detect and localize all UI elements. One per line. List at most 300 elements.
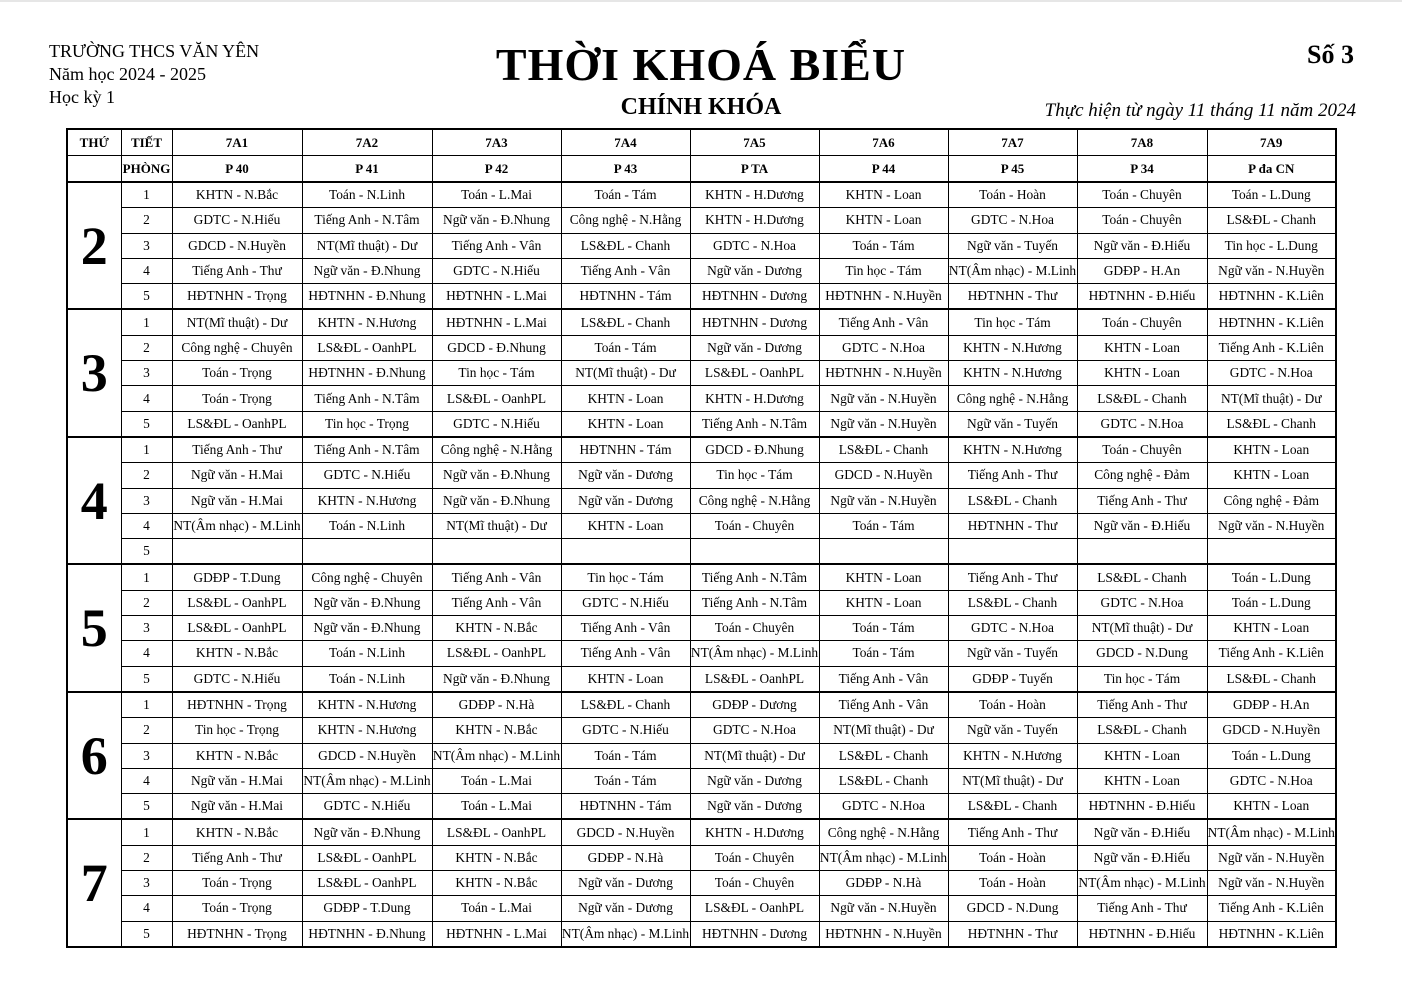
lesson-cell: GDCD - Đ.Nhung — [690, 437, 819, 463]
semester: Học kỳ 1 — [49, 87, 115, 107]
lesson-cell: HĐTNHN - Thư — [948, 921, 1077, 947]
lesson-cell: KHTN - N.Bắc — [172, 641, 302, 666]
period-number: 3 — [121, 616, 172, 641]
lesson-cell: Toán - Tám — [561, 743, 690, 768]
lesson-cell: Toán - Chuyên — [1077, 208, 1207, 233]
lesson-cell: GDTC - N.Hoa — [1207, 768, 1336, 793]
lesson-cell: Toán - Trọng — [172, 871, 302, 896]
lesson-cell: HĐTNHN - Tám — [561, 284, 690, 310]
lesson-cell: Toán - Trọng — [172, 386, 302, 411]
lesson-cell: Công nghệ - Chuyên — [302, 564, 432, 590]
lesson-cell: KHTN - N.Hương — [302, 718, 432, 743]
lesson-cell: Ngữ văn - H.Mai — [172, 488, 302, 513]
lesson-cell: Ngữ văn - H.Mai — [172, 794, 302, 820]
lesson-cell: LS&ĐL - Chanh — [1207, 411, 1336, 437]
lesson-cell: GDTC - N.Hoa — [1077, 590, 1207, 615]
table-row — [67, 819, 1336, 845]
lesson-cell: LS&ĐL - OanhPL — [302, 845, 432, 870]
period-number: 4 — [121, 896, 172, 921]
lesson-cell: Công nghệ - N.Hằng — [690, 488, 819, 513]
lesson-cell: NT(Âm nhạc) - M.Linh — [1077, 871, 1207, 896]
table-row — [67, 208, 1336, 233]
lesson-cell: Toán - Tám — [819, 513, 948, 538]
lesson-cell: Tiếng Anh - Thư — [948, 463, 1077, 488]
lesson-cell: LS&ĐL - OanhPL — [302, 335, 432, 360]
page-title: THỜI KHOÁ BIỂU — [495, 39, 907, 90]
lesson-cell: NT(Mĩ thuật) - Dư — [172, 309, 302, 335]
lesson-cell: KHTN - Loan — [561, 411, 690, 437]
lesson-cell: Tiếng Anh - Thư — [172, 258, 302, 283]
table-row — [67, 539, 1336, 565]
lesson-cell: KHTN - Loan — [1077, 335, 1207, 360]
period-number: 3 — [121, 488, 172, 513]
lesson-cell: NT(Mĩ thuật) - Dư — [302, 233, 432, 258]
lesson-cell: Tiếng Anh - Thư — [172, 437, 302, 463]
lesson-cell: LS&ĐL - OanhPL — [172, 616, 302, 641]
lesson-cell: LS&ĐL - Chanh — [948, 794, 1077, 820]
lesson-cell: Ngữ văn - Dương — [561, 488, 690, 513]
lesson-cell: GDĐP - H.An — [1077, 258, 1207, 283]
lesson-cell: KHTN - Loan — [1077, 361, 1207, 386]
class-header: 7A8 — [1077, 129, 1207, 156]
table-row — [67, 309, 1336, 335]
lesson-cell: Toán - L.Mai — [432, 896, 561, 921]
lesson-cell: Tin học - L.Dung — [1207, 233, 1336, 258]
lesson-cell: GDTC - N.Hiếu — [302, 794, 432, 820]
period-number: 4 — [121, 641, 172, 666]
lesson-cell: LS&ĐL - Chanh — [948, 590, 1077, 615]
lesson-cell: HĐTNHN - N.Huyền — [819, 284, 948, 310]
lesson-cell: NT(Mĩ thuật) - Dư — [561, 361, 690, 386]
lesson-cell: HĐTNHN - Đ.Hiếu — [1077, 284, 1207, 310]
lesson-cell: Tiếng Anh - Vân — [819, 692, 948, 718]
lesson-cell: KHTN - Loan — [819, 564, 948, 590]
lesson-cell: KHTN - H.Dương — [690, 819, 819, 845]
lesson-cell: HĐTNHN - Đ.Hiếu — [1077, 921, 1207, 947]
lesson-cell: KHTN - Loan — [561, 513, 690, 538]
table-row — [67, 386, 1336, 411]
lesson-cell: GDTC - N.Hiếu — [302, 463, 432, 488]
lesson-cell: Toán - N.Linh — [302, 182, 432, 208]
day-column-header: THỨ — [67, 129, 121, 156]
lesson-cell: HĐTNHN - N.Huyền — [819, 921, 948, 947]
lesson-cell: Ngữ văn - N.Huyền — [1207, 258, 1336, 283]
lesson-cell: Công nghệ - N.Hằng — [948, 386, 1077, 411]
room-header: P 34 — [1077, 156, 1207, 183]
lesson-cell: KHTN - N.Hương — [302, 692, 432, 718]
lesson-cell: Tiếng Anh - Thư — [172, 845, 302, 870]
day-label: 3 — [67, 309, 121, 436]
lesson-cell: Tiếng Anh - N.Tâm — [690, 590, 819, 615]
lesson-cell: NT(Âm nhạc) - M.Linh — [690, 641, 819, 666]
lesson-cell: Toán - N.Linh — [302, 513, 432, 538]
table-row — [67, 513, 1336, 538]
lesson-cell: KHTN - N.Bắc — [432, 871, 561, 896]
lesson-cell: Công nghệ - N.Hằng — [819, 819, 948, 845]
lesson-cell: Tiếng Anh - N.Tâm — [302, 208, 432, 233]
lesson-cell: LS&ĐL - Chanh — [1077, 718, 1207, 743]
class-header: 7A7 — [948, 129, 1077, 156]
lesson-cell: Tiếng Anh - Thư — [1077, 896, 1207, 921]
day-label: 4 — [67, 437, 121, 564]
lesson-cell: GDĐP - N.Hà — [819, 871, 948, 896]
lesson-cell: Ngữ văn - Dương — [561, 896, 690, 921]
table-row — [67, 871, 1336, 896]
period-number: 1 — [121, 564, 172, 590]
lesson-cell: Tiếng Anh - K.Liên — [1207, 896, 1336, 921]
lesson-cell: Tiếng Anh - N.Tâm — [302, 437, 432, 463]
lesson-cell: Tiếng Anh - Thư — [948, 564, 1077, 590]
lesson-cell: LS&ĐL - Chanh — [561, 692, 690, 718]
period-number: 1 — [121, 182, 172, 208]
lesson-cell: LS&ĐL - OanhPL — [690, 666, 819, 692]
period-number: 3 — [121, 233, 172, 258]
lesson-cell: GDTC - N.Hoa — [819, 335, 948, 360]
lesson-cell: GDTC - N.Hiếu — [172, 666, 302, 692]
lesson-cell: GDTC - N.Hiếu — [432, 258, 561, 283]
period-number: 5 — [121, 411, 172, 437]
lesson-cell: Tin học - Tám — [561, 564, 690, 590]
lesson-cell: Toán - L.Dung — [1207, 182, 1336, 208]
lesson-cell: HĐTNHN - K.Liên — [1207, 309, 1336, 335]
table-row — [67, 845, 1336, 870]
lesson-cell: NT(Mĩ thuật) - Dư — [819, 718, 948, 743]
lesson-cell: Ngữ văn - Tuyến — [948, 641, 1077, 666]
lesson-cell: Ngữ văn - Đ.Hiếu — [1077, 845, 1207, 870]
lesson-cell: Tiếng Anh - Vân — [432, 564, 561, 590]
lesson-cell: GDĐP - N.Hà — [432, 692, 561, 718]
class-header: 7A6 — [819, 129, 948, 156]
lesson-cell: Tiếng Anh - Thư — [1077, 488, 1207, 513]
lesson-cell: Tin học - Tám — [819, 258, 948, 283]
lesson-cell: GDTC - N.Hoa — [1207, 361, 1336, 386]
lesson-cell: KHTN - Loan — [1207, 794, 1336, 820]
lesson-cell: Toán - Trọng — [172, 896, 302, 921]
lesson-cell: Tin học - Trọng — [302, 411, 432, 437]
lesson-cell: NT(Âm nhạc) - M.Linh — [172, 513, 302, 538]
lesson-cell: GDTC - N.Hoa — [948, 208, 1077, 233]
table-row — [67, 743, 1336, 768]
lesson-cell: Tiếng Anh - Vân — [432, 590, 561, 615]
lesson-cell: Toán - Chuyên — [690, 871, 819, 896]
table-row — [67, 768, 1336, 793]
period-number: 3 — [121, 361, 172, 386]
lesson-cell: NT(Âm nhạc) - M.Linh — [302, 768, 432, 793]
lesson-cell: HĐTNHN - Tám — [561, 437, 690, 463]
room-header: P 44 — [819, 156, 948, 183]
lesson-cell: Ngữ văn - Đ.Nhung — [432, 666, 561, 692]
table-row — [67, 463, 1336, 488]
lesson-cell: GDCD - Đ.Nhung — [432, 335, 561, 360]
lesson-cell: Tiếng Anh - N.Tâm — [690, 564, 819, 590]
period-number: 1 — [121, 692, 172, 718]
lesson-cell: NT(Mĩ thuật) - Dư — [432, 513, 561, 538]
lesson-cell: HĐTNHN - Tám — [561, 794, 690, 820]
lesson-cell: LS&ĐL - Chanh — [561, 233, 690, 258]
period-number: 2 — [121, 590, 172, 615]
lesson-cell: LS&ĐL - Chanh — [1077, 564, 1207, 590]
lesson-cell: Ngữ văn - Tuyến — [948, 233, 1077, 258]
lesson-cell: LS&ĐL - Chanh — [1207, 666, 1336, 692]
lesson-cell: Toán - Hoàn — [948, 182, 1077, 208]
lesson-cell: Tiếng Anh - Vân — [561, 616, 690, 641]
lesson-cell: Toán - Chuyên — [1077, 437, 1207, 463]
period-number: 3 — [121, 871, 172, 896]
period-number: 4 — [121, 258, 172, 283]
table-row — [67, 233, 1336, 258]
top-border — [0, 0, 1402, 2]
lesson-cell: KHTN - N.Hương — [948, 437, 1077, 463]
day-label: 6 — [67, 692, 121, 819]
table-row — [67, 411, 1336, 437]
class-header: 7A3 — [432, 129, 561, 156]
lesson-cell: Toán - N.Linh — [302, 666, 432, 692]
table-row — [67, 182, 1336, 208]
lesson-cell: HĐTNHN - Trọng — [172, 692, 302, 718]
lesson-cell: Ngữ văn - N.Huyền — [1207, 845, 1336, 870]
school-name: TRƯỜNG THCS VĂN YÊN — [49, 41, 260, 61]
lesson-cell: GDTC - N.Hiếu — [561, 590, 690, 615]
school-year: Năm học 2024 - 2025 — [49, 64, 206, 84]
lesson-cell: Ngữ văn - Dương — [690, 258, 819, 283]
room-header: P TA — [690, 156, 819, 183]
table-row — [67, 284, 1336, 310]
lesson-cell: Ngữ văn - Dương — [690, 335, 819, 360]
lesson-cell — [302, 539, 432, 565]
lesson-cell: GDTC - N.Hoa — [690, 233, 819, 258]
lesson-cell: NT(Âm nhạc) - M.Linh — [948, 258, 1077, 283]
period-number: 3 — [121, 743, 172, 768]
lesson-cell: Toán - Hoàn — [948, 692, 1077, 718]
page-subtitle: CHÍNH KHÓA — [620, 94, 782, 120]
lesson-cell: Ngữ văn - Dương — [690, 794, 819, 820]
lesson-cell: Toán - L.Mai — [432, 794, 561, 820]
lesson-cell: GDTC - N.Hiếu — [561, 718, 690, 743]
lesson-cell: KHTN - N.Hương — [948, 743, 1077, 768]
lesson-cell: Ngữ văn - Đ.Nhung — [432, 488, 561, 513]
lesson-cell: Toán - Tám — [819, 641, 948, 666]
room-header: P 41 — [302, 156, 432, 183]
room-header: P đa CN — [1207, 156, 1336, 183]
lesson-cell: Ngữ văn - Tuyến — [948, 411, 1077, 437]
lesson-cell — [819, 539, 948, 565]
lesson-cell: KHTN - N.Bắc — [172, 743, 302, 768]
lesson-cell: Toán - Tám — [561, 335, 690, 360]
lesson-cell: Ngữ văn - N.Huyền — [819, 488, 948, 513]
lesson-cell: Toán - Chuyên — [690, 513, 819, 538]
lesson-cell: Toán - Tám — [561, 768, 690, 793]
lesson-cell — [690, 539, 819, 565]
lesson-cell: Ngữ văn - N.Huyền — [819, 411, 948, 437]
lesson-cell: Toán - Trọng — [172, 361, 302, 386]
class-header: 7A1 — [172, 129, 302, 156]
lesson-cell: LS&ĐL - OanhPL — [690, 361, 819, 386]
lesson-cell: GDCD - N.Dung — [1077, 641, 1207, 666]
lesson-cell: LS&ĐL - OanhPL — [432, 819, 561, 845]
lesson-cell: HĐTNHN - N.Huyền — [819, 361, 948, 386]
period-number: 5 — [121, 284, 172, 310]
lesson-cell: LS&ĐL - Chanh — [819, 743, 948, 768]
lesson-cell: KHTN - Loan — [561, 666, 690, 692]
lesson-cell: Công nghệ - Đảm — [1077, 463, 1207, 488]
lesson-cell — [1077, 539, 1207, 565]
lesson-cell: KHTN - H.Dương — [690, 182, 819, 208]
lesson-cell: GDĐP - N.Hà — [561, 845, 690, 870]
lesson-cell: Ngữ văn - Đ.Nhung — [432, 208, 561, 233]
lesson-cell: Toán - L.Mai — [432, 768, 561, 793]
period-number: 4 — [121, 513, 172, 538]
table-row — [67, 666, 1336, 692]
lesson-cell: GDTC - N.Hoa — [819, 794, 948, 820]
lesson-cell: Tiếng Anh - Vân — [561, 641, 690, 666]
lesson-cell: LS&ĐL - OanhPL — [432, 641, 561, 666]
table-row — [67, 921, 1336, 947]
lesson-cell: KHTN - Loan — [1077, 768, 1207, 793]
lesson-cell: Toán - Chuyên — [690, 845, 819, 870]
lesson-cell: GDTC - N.Hoa — [948, 616, 1077, 641]
period-number: 1 — [121, 309, 172, 335]
lesson-cell: HĐTNHN - K.Liên — [1207, 284, 1336, 310]
period-number: 4 — [121, 386, 172, 411]
lesson-cell: HĐTNHN - Đ.Nhung — [302, 284, 432, 310]
room-header-row — [67, 156, 1336, 183]
lesson-cell: KHTN - Loan — [1077, 743, 1207, 768]
lesson-cell: Tin học - Tám — [1077, 666, 1207, 692]
lesson-cell: Toán - N.Linh — [302, 641, 432, 666]
day-label: 2 — [67, 182, 121, 309]
lesson-cell: LS&ĐL - OanhPL — [690, 896, 819, 921]
lesson-cell: HĐTNHN - Đ.Nhung — [302, 361, 432, 386]
room-header: P 40 — [172, 156, 302, 183]
lesson-cell: KHTN - Loan — [1207, 616, 1336, 641]
lesson-cell: KHTN - N.Bắc — [432, 616, 561, 641]
room-header: P 42 — [432, 156, 561, 183]
lesson-cell: HĐTNHN - Trọng — [172, 921, 302, 947]
lesson-cell: KHTN - N.Bắc — [172, 182, 302, 208]
effective-date: Thực hiện từ ngày 11 tháng 11 năm 2024 — [1044, 100, 1356, 121]
lesson-cell: Tin học - Trọng — [172, 718, 302, 743]
lesson-cell: Công nghệ - Đảm — [1207, 488, 1336, 513]
lesson-cell: KHTN - H.Dương — [690, 386, 819, 411]
lesson-cell: LS&ĐL - Chanh — [561, 309, 690, 335]
lesson-cell: LS&ĐL - OanhPL — [302, 871, 432, 896]
lesson-cell: NT(Âm nhạc) - M.Linh — [819, 845, 948, 870]
lesson-cell: Ngữ văn - Đ.Nhung — [302, 616, 432, 641]
timetable — [66, 128, 1337, 948]
table-row — [67, 616, 1336, 641]
lesson-cell: HĐTNHN - Dương — [690, 284, 819, 310]
lesson-cell: Tin học - Tám — [690, 463, 819, 488]
lesson-cell: HĐTNHN - Thư — [948, 513, 1077, 538]
lesson-cell: Tiếng Anh - Thư — [1077, 692, 1207, 718]
lesson-cell: Ngữ văn - Đ.Hiếu — [1077, 819, 1207, 845]
lesson-cell: GDCD - N.Huyền — [172, 233, 302, 258]
class-header: 7A5 — [690, 129, 819, 156]
lesson-cell: NT(Mĩ thuật) - Dư — [1077, 616, 1207, 641]
lesson-cell: LS&ĐL - OanhPL — [172, 590, 302, 615]
period-number: 4 — [121, 768, 172, 793]
lesson-cell: Ngữ văn - Tuyến — [948, 718, 1077, 743]
period-number: 2 — [121, 463, 172, 488]
lesson-cell: GDTC - N.Hiếu — [432, 411, 561, 437]
lesson-cell: KHTN - H.Dương — [690, 208, 819, 233]
lesson-cell: KHTN - Loan — [1207, 437, 1336, 463]
room-header-spacer — [67, 156, 121, 183]
lesson-cell: LS&ĐL - OanhPL — [432, 386, 561, 411]
lesson-cell — [1207, 539, 1336, 565]
lesson-cell: Toán - Chuyên — [690, 616, 819, 641]
class-header: 7A4 — [561, 129, 690, 156]
lesson-cell — [948, 539, 1077, 565]
lesson-cell: LS&ĐL - Chanh — [819, 437, 948, 463]
lesson-cell: Toán - Chuyên — [1077, 309, 1207, 335]
lesson-cell: Toán - L.Dung — [1207, 564, 1336, 590]
lesson-cell: KHTN - N.Bắc — [432, 845, 561, 870]
lesson-cell — [432, 539, 561, 565]
lesson-cell: GDCD - N.Huyền — [561, 819, 690, 845]
room-column-header: PHÒNG — [121, 156, 172, 183]
lesson-cell: Tin học - Tám — [948, 309, 1077, 335]
lesson-cell: Công nghệ - Chuyên — [172, 335, 302, 360]
lesson-cell — [172, 539, 302, 565]
period-number: 2 — [121, 845, 172, 870]
lesson-cell: GDĐP - Dương — [690, 692, 819, 718]
table-row — [67, 718, 1336, 743]
table-row — [67, 692, 1336, 718]
table-row — [67, 361, 1336, 386]
lesson-cell: Toán - Hoàn — [948, 845, 1077, 870]
lesson-cell: Ngữ văn - Đ.Nhung — [302, 590, 432, 615]
lesson-cell: LS&ĐL - Chanh — [1207, 208, 1336, 233]
lesson-cell: GDCD - N.Huyền — [819, 463, 948, 488]
lesson-cell: LS&ĐL - Chanh — [819, 768, 948, 793]
lesson-cell: Tiếng Anh - Vân — [819, 309, 948, 335]
lesson-cell: HĐTNHN - Trọng — [172, 284, 302, 310]
lesson-cell: Tiếng Anh - N.Tâm — [302, 386, 432, 411]
lesson-cell: KHTN - N.Bắc — [432, 718, 561, 743]
lesson-cell: KHTN - Loan — [819, 590, 948, 615]
lesson-cell: Tin học - Tám — [432, 361, 561, 386]
lesson-cell: Tiếng Anh - Vân — [432, 233, 561, 258]
lesson-cell: Ngữ văn - Dương — [561, 871, 690, 896]
lesson-cell: GDTC - N.Hoa — [1077, 411, 1207, 437]
room-header: P 45 — [948, 156, 1077, 183]
lesson-cell: LS&ĐL - OanhPL — [172, 411, 302, 437]
period-column-header: TIẾT — [121, 129, 172, 156]
lesson-cell: Công nghệ - N.Hằng — [561, 208, 690, 233]
table-row — [67, 488, 1336, 513]
lesson-cell: Ngữ văn - Đ.Hiếu — [1077, 233, 1207, 258]
lesson-cell: Tiếng Anh - K.Liên — [1207, 641, 1336, 666]
lesson-cell: GDTC - N.Hoa — [690, 718, 819, 743]
day-label: 5 — [67, 564, 121, 691]
lesson-cell: GDCD - N.Huyền — [302, 743, 432, 768]
lesson-cell: Tiếng Anh - K.Liên — [1207, 335, 1336, 360]
lesson-cell: HĐTNHN - K.Liên — [1207, 921, 1336, 947]
period-number: 5 — [121, 539, 172, 565]
lesson-cell: Toán - Chuyên — [1077, 182, 1207, 208]
lesson-cell: KHTN - N.Hương — [302, 488, 432, 513]
lesson-cell: GDĐP - T.Dung — [172, 564, 302, 590]
table-row — [67, 437, 1336, 463]
lesson-cell: KHTN - Loan — [819, 208, 948, 233]
lesson-cell: Tiếng Anh - Vân — [561, 258, 690, 283]
period-number: 2 — [121, 335, 172, 360]
table-row — [67, 590, 1336, 615]
lesson-cell: Ngữ văn - N.Huyền — [1207, 513, 1336, 538]
period-number: 5 — [121, 921, 172, 947]
lesson-cell: Ngữ văn - H.Mai — [172, 463, 302, 488]
